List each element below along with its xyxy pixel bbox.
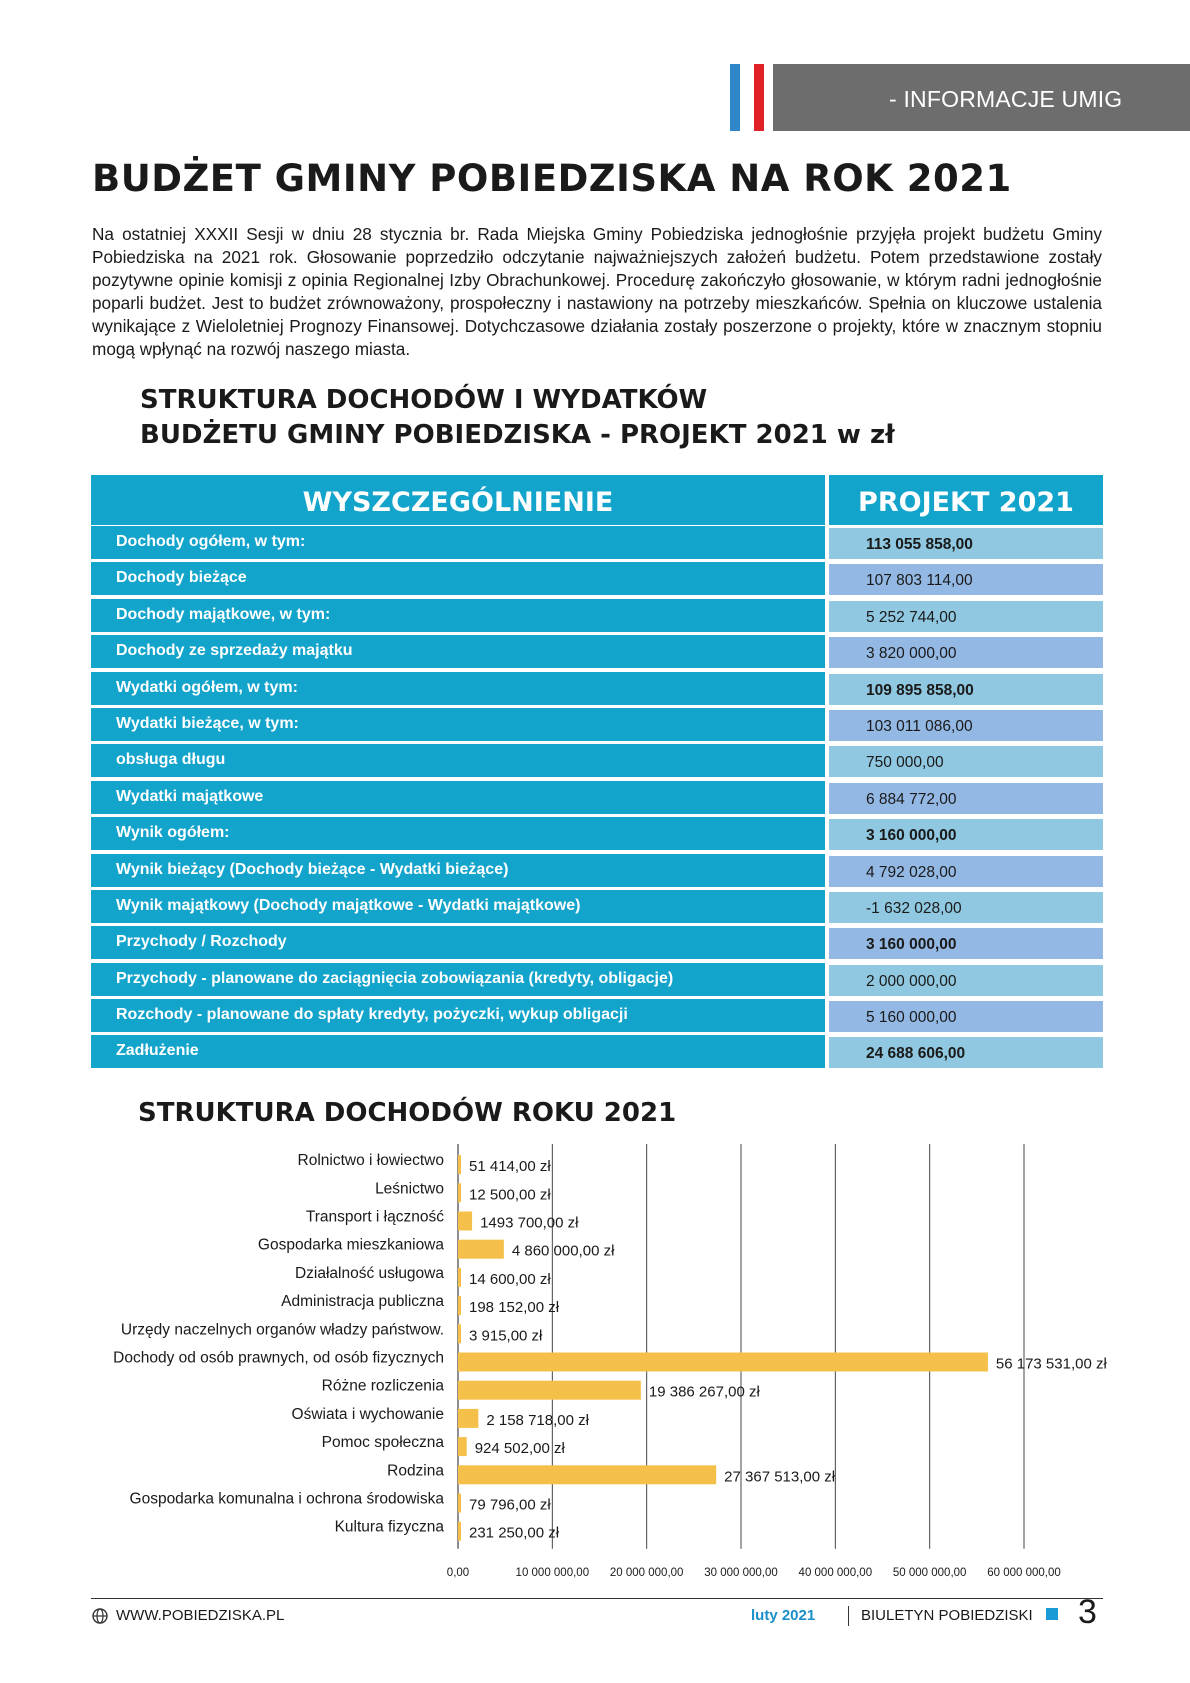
red-stripe xyxy=(754,64,764,131)
row-label: Dochody bieżące xyxy=(91,562,825,595)
value-label: 14 600,00 zł xyxy=(469,1270,551,1288)
row-value: -1 632 028,00 xyxy=(829,892,1103,923)
category-label: Działalność usługowa xyxy=(294,1264,444,1282)
table-row xyxy=(91,634,1103,670)
x-tick-label: 0,00 xyxy=(446,1566,470,1579)
x-tick-label: 60 000 000,00 xyxy=(987,1566,1061,1579)
category-label: Pomoc społeczna xyxy=(321,1434,444,1452)
row-label: Przychody - planowane do zaciągnięcia zobowiązania (kredyty, obligacje) xyxy=(91,963,825,996)
row-label: Wydatki bieżące, w tym: xyxy=(91,708,825,741)
value-label: 924 502,00 zł xyxy=(474,1440,565,1458)
row-value: 113 055 858,00 xyxy=(829,528,1103,559)
value-label: 79 796,00 zł xyxy=(469,1496,551,1514)
table-row xyxy=(91,525,1103,561)
table-row xyxy=(91,853,1103,889)
footer-separator xyxy=(848,1606,849,1626)
category-label: Administracja publiczna xyxy=(281,1293,444,1311)
row-value: 750 000,00 xyxy=(829,746,1103,777)
category-label: Transport i łączność xyxy=(305,1208,444,1226)
bar xyxy=(458,1381,641,1400)
table-row xyxy=(91,998,1103,1034)
website-link[interactable]: WWW.POBIEDZISKA.PL xyxy=(116,1607,285,1624)
row-value: 2 000 000,00 xyxy=(829,965,1103,996)
value-label: 27 367 513,00 zł xyxy=(724,1468,836,1486)
x-tick-label: 50 000 000,00 xyxy=(892,1566,967,1579)
row-value: 109 895 858,00 xyxy=(829,674,1103,705)
value-label: 19 386 267,00 zł xyxy=(648,1383,760,1401)
blue-stripe xyxy=(730,64,740,131)
bar xyxy=(458,1183,461,1202)
category-label: Gospodarka komunalna i ochrona środowiska xyxy=(129,1490,444,1508)
row-value: 3 160 000,00 xyxy=(829,928,1103,959)
value-label: 2 158 718,00 zł xyxy=(486,1411,589,1429)
table-row xyxy=(91,816,1103,852)
bar xyxy=(458,1155,461,1174)
bar xyxy=(458,1437,467,1456)
table-body xyxy=(91,525,1103,1071)
row-label: Zadłużenie xyxy=(91,1035,825,1068)
footer-divider xyxy=(91,1598,1103,1599)
row-value: 103 011 086,00 xyxy=(829,710,1103,741)
category-label: Różne rozliczenia xyxy=(321,1377,444,1395)
row-value: 3 820 000,00 xyxy=(829,637,1103,668)
bar xyxy=(458,1268,461,1287)
flag-stripes xyxy=(730,64,765,131)
intro-paragraph: Na ostatniej XXXII Sesji w dniu 28 stycznia br. Rada Miejska Gminy Pobiedziska jednogłośnie przyjęła projekt budżetu Gminy Pobiedziska na 2021 rok. Głosowanie poprzedziło odczytanie najważniejszych założeń budżetu. Potem przedstawione zostały pozytywne opinie komisji z opinia Regionalnej Izby Obrachunkowej. Procedurę zakończyło głosowanie, w którym radni jednogłośnie poparli budżet. Jest to budżet zrównoważony, prospołeczny i nastawiony na potrzeby mieszkańców. Spełnia on kluczowe ustalenia wynikające z Wieloletniej Prognozy Finansowej. Dotychczasowe działania zostały poszerzone o projekty, które w znacznym stopniu mogą wpłynąć na rozwój naszego miasta. xyxy=(92,224,1102,359)
chart-title: STRUKTURA DOCHODÓW ROKU 2021 xyxy=(138,1098,677,1128)
table-row xyxy=(91,671,1103,707)
bar xyxy=(458,1324,461,1343)
table-title-line1: STRUKTURA DOCHODÓW I WYDATKÓW xyxy=(140,385,708,415)
header-project: PROJEKT 2021 xyxy=(829,475,1103,525)
table-header xyxy=(91,475,1103,525)
table-row xyxy=(91,598,1103,634)
row-label: Wydatki majątkowe xyxy=(91,781,825,814)
value-label: 1493 700,00 zł xyxy=(480,1214,579,1232)
category-label: Dochody od osób prawnych, od osób fizycznych xyxy=(113,1349,444,1367)
row-value: 3 160 000,00 xyxy=(829,819,1103,850)
value-label: 56 173 531,00 zł xyxy=(995,1355,1107,1373)
header-description: WYSZCZEGÓLNIENIE xyxy=(91,475,825,525)
row-value: 24 688 606,00 xyxy=(829,1037,1103,1068)
category-label: Oświata i wychowanie xyxy=(291,1405,444,1423)
row-label: Dochody majątkowe, w tym: xyxy=(91,599,825,632)
x-tick-label: 30 000 000,00 xyxy=(704,1566,778,1579)
row-label: Wydatki ogółem, w tym: xyxy=(91,672,825,705)
row-label: Wynik majątkowy (Dochody majątkowe - Wydatki majątkowe) xyxy=(91,890,825,923)
row-label: Przychody / Rozchody xyxy=(91,926,825,959)
x-tick-label: 20 000 000,00 xyxy=(609,1566,684,1579)
section-header: - INFORMACJE UMIG xyxy=(773,64,1190,131)
row-value: 6 884 772,00 xyxy=(829,783,1103,814)
table-row xyxy=(91,962,1103,998)
globe-icon xyxy=(92,1608,108,1624)
bar xyxy=(458,1494,461,1513)
row-label: Dochody ze sprzedaży majątku xyxy=(91,635,825,668)
table-row xyxy=(91,1034,1103,1070)
income-chart xyxy=(80,1140,1110,1580)
value-label: 3 915,00 zł xyxy=(469,1327,543,1345)
square-marker-icon xyxy=(1046,1608,1058,1620)
x-tick-label: 10 000 000,00 xyxy=(515,1566,590,1579)
bar xyxy=(458,1240,504,1259)
table-title-line2: BUDŻETU GMINY POBIEDZISKA - PROJEKT 2021 w zł xyxy=(140,420,895,450)
bar xyxy=(458,1296,461,1315)
bar xyxy=(458,1212,472,1231)
category-label: Kultura fizyczna xyxy=(334,1518,444,1536)
table-row xyxy=(91,780,1103,816)
bar xyxy=(458,1353,988,1372)
bulletin-name: BIULETYN POBIEDZISKI xyxy=(861,1607,1033,1624)
category-label: Gospodarka mieszkaniowa xyxy=(257,1236,444,1254)
x-tick-label: 40 000 000,00 xyxy=(798,1566,873,1579)
table-row xyxy=(91,707,1103,743)
row-label: Dochody ogółem, w tym: xyxy=(91,526,825,559)
value-label: 198 152,00 zł xyxy=(469,1299,560,1317)
table-row xyxy=(91,561,1103,597)
bar xyxy=(458,1465,716,1484)
row-value: 4 792 028,00 xyxy=(829,856,1103,887)
bar xyxy=(458,1409,478,1428)
row-label: Rozchody - planowane do spłaty kredyty, pożyczki, wykup obligacji xyxy=(91,999,825,1032)
budget-table xyxy=(91,475,1103,1071)
row-value: 5 252 744,00 xyxy=(829,601,1103,632)
row-label: Wynik bieżący (Dochody bieżące - Wydatki bieżące) xyxy=(91,854,825,887)
bar xyxy=(458,1522,461,1541)
table-row xyxy=(91,925,1103,961)
value-label: 4 860 000,00 zł xyxy=(511,1242,615,1260)
income-bar-chart xyxy=(80,1140,1110,1580)
page-title: BUDŻET GMINY POBIEDZISKA NA ROK 2021 xyxy=(92,157,1012,200)
row-label: Wynik ogółem: xyxy=(91,817,825,850)
issue-month: luty 2021 xyxy=(751,1607,816,1624)
category-label: Rodzina xyxy=(387,1462,444,1480)
value-label: 51 414,00 zł xyxy=(469,1158,551,1176)
page-number: 3 xyxy=(1078,1593,1097,1631)
category-label: Rolnictwo i łowiectwo xyxy=(297,1152,444,1170)
table-row xyxy=(91,743,1103,779)
row-value: 107 803 114,00 xyxy=(829,564,1103,595)
value-label: 231 250,00 zł xyxy=(469,1524,560,1542)
row-value: 5 160 000,00 xyxy=(829,1001,1103,1032)
category-label: Urzędy naczelnych organów władzy państwow. xyxy=(120,1321,444,1339)
category-label: Leśnictwo xyxy=(375,1180,444,1198)
table-row xyxy=(91,889,1103,925)
value-label: 12 500,00 zł xyxy=(469,1186,551,1204)
row-label: obsługa długu xyxy=(91,744,825,777)
